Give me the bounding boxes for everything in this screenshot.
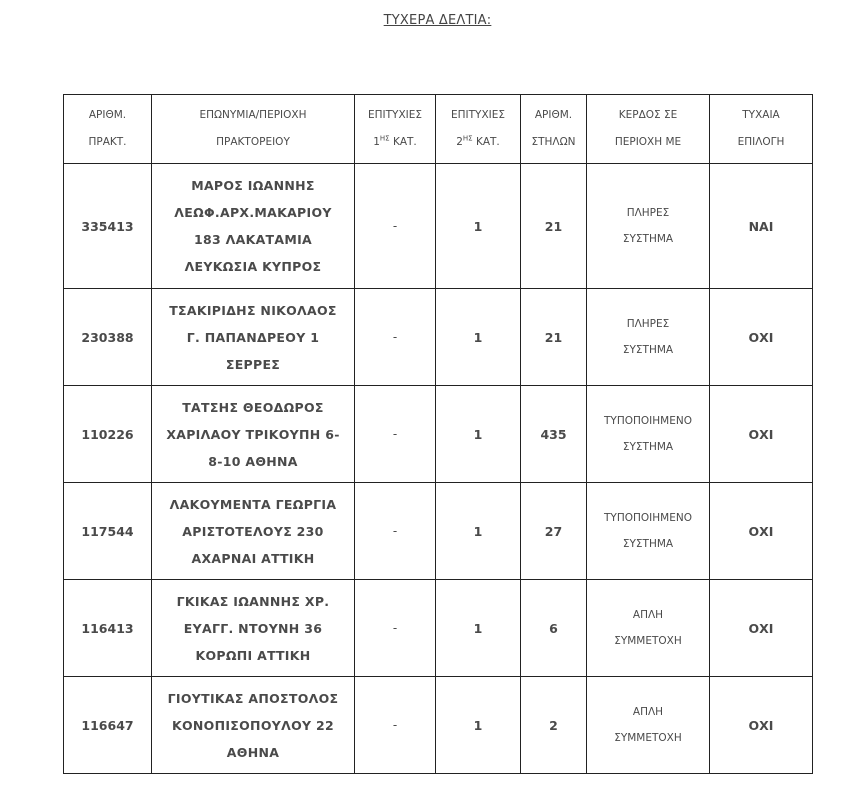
cat2-cell: 1: [436, 386, 521, 483]
gain-cell: ΤΥΠΟΠΟΙΗΜΕΝΟ ΣΥΣΤΗΜΑ: [587, 386, 710, 483]
columns-cell: 435: [521, 386, 587, 483]
results-table: [63, 94, 813, 774]
header-agency: ΕΠΩΝΥΜΙΑ/ΠΕΡΙΟΧΗ ΠΡΑΚΤΟΡΕΙΟΥ: [152, 95, 355, 164]
cat1-cell: -: [355, 164, 436, 289]
header-cat1: ΕΠΙΤΥΧΙΕΣ $1^{H\Sigma}$ ΚΑΤ.: [355, 95, 436, 164]
agency-cell: ΤΣΑΚΙΡΙΔΗΣ ΝΙΚΟΛΑΟΣ Γ. ΠΑΠΑΝΔΡΕΟΥ 1 ΣΕΡΡΕΣ: [152, 289, 355, 386]
columns-cell: 21: [521, 164, 587, 289]
cat1-cell: -: [355, 580, 436, 677]
random-cell: ΟΧΙ: [710, 289, 813, 386]
cat1-cell: -: [355, 677, 436, 774]
cat2-cell: 1: [436, 580, 521, 677]
table-row: [64, 386, 813, 483]
columns-cell: 27: [521, 483, 587, 580]
page-title: ΤΥΧΕΡΑ ΔΕΛΤΙΑ:: [383, 13, 492, 28]
cat2-cell: 1: [436, 289, 521, 386]
table-row: [64, 677, 813, 774]
random-cell: ΟΧΙ: [710, 386, 813, 483]
agent-no-cell: 117544: [64, 483, 152, 580]
gain-cell: ΑΠΛΗ ΣΥΜΜΕΤΟΧΗ: [587, 580, 710, 677]
header-random: ΤΥΧΑΙΑ ΕΠΙΛΟΓΗ: [710, 95, 813, 164]
table-row: [64, 580, 813, 677]
cat2-cell: 1: [436, 164, 521, 289]
agency-cell: ΜΑΡΟΣ ΙΩΑΝΝΗΣ ΛΕΩΦ.ΑΡΧ.ΜΑΚΑΡΙΟΥ 183 ΛΑΚΑΤΑΜΙΑ ΛΕΥΚΩΣΙΑ ΚΥΠΡΟΣ: [152, 164, 355, 289]
agent-no-cell: 230388: [64, 289, 152, 386]
header-gain: ΚΕΡΔΟΣ ΣΕ ΠΕΡΙΟΧΗ ΜΕ: [587, 95, 710, 164]
agency-cell: ΤΑΤΣΗΣ ΘΕΟΔΩΡΟΣ ΧΑΡΙΛΑΟΥ ΤΡΙΚΟΥΠΗ 6- 8-10 ΑΘΗΝΑ: [152, 386, 355, 483]
agent-no-cell: 335413: [64, 164, 152, 289]
agency-cell: ΓΙΟΥΤΙΚΑΣ ΑΠΟΣΤΟΛΟΣ ΚΟΝΟΠΙΣΟΠΟΥΛΟΥ 22 ΑΘΗΝΑ: [152, 677, 355, 774]
random-cell: ΝΑΙ: [710, 164, 813, 289]
gain-cell: ΠΛΗΡΕΣ ΣΥΣΤΗΜΑ: [587, 164, 710, 289]
gain-cell: ΤΥΠΟΠΟΙΗΜΕΝΟ ΣΥΣΤΗΜΑ: [587, 483, 710, 580]
gain-cell: ΑΠΛΗ ΣΥΜΜΕΤΟΧΗ: [587, 677, 710, 774]
table-row: [64, 483, 813, 580]
columns-cell: 21: [521, 289, 587, 386]
table-row: [64, 164, 813, 289]
cat2-cell: 1: [436, 483, 521, 580]
header-row: [64, 95, 813, 164]
table-row: [64, 289, 813, 386]
agency-cell: ΓΚΙΚΑΣ ΙΩΑΝΝΗΣ ΧΡ. ΕΥΑΓΓ. ΝΤΟΥΝΗ 36 ΚΟΡΩΠΙ ΑΤΤΙΚΗ: [152, 580, 355, 677]
agent-no-cell: 116413: [64, 580, 152, 677]
cat1-cell: -: [355, 483, 436, 580]
random-cell: ΟΧΙ: [710, 677, 813, 774]
cat1-cell: -: [355, 289, 436, 386]
columns-cell: 6: [521, 580, 587, 677]
agency-cell: ΛΑΚΟΥΜΕΝΤΑ ΓΕΩΡΓΙΑ ΑΡΙΣΤΟΤΕΛΟΥΣ 230 ΑΧΑΡΝΑΙ ΑΤΤΙΚΗ: [152, 483, 355, 580]
header-agent-no: ΑΡΙΘΜ. ΠΡΑΚΤ.: [64, 95, 152, 164]
gain-cell: ΠΛΗΡΕΣ ΣΥΣΤΗΜΑ: [587, 289, 710, 386]
columns-cell: 2: [521, 677, 587, 774]
agent-no-cell: 116647: [64, 677, 152, 774]
header-columns: ΑΡΙΘΜ. ΣΤΗΛΩΝ: [521, 95, 587, 164]
header-cat2: ΕΠΙΤΥΧΙΕΣ $2^{H\Sigma}$ ΚΑΤ.: [436, 95, 521, 164]
cat1-cell: -: [355, 386, 436, 483]
random-cell: ΟΧΙ: [710, 483, 813, 580]
random-cell: ΟΧΙ: [710, 580, 813, 677]
cat2-cell: 1: [436, 677, 521, 774]
agent-no-cell: 110226: [64, 386, 152, 483]
